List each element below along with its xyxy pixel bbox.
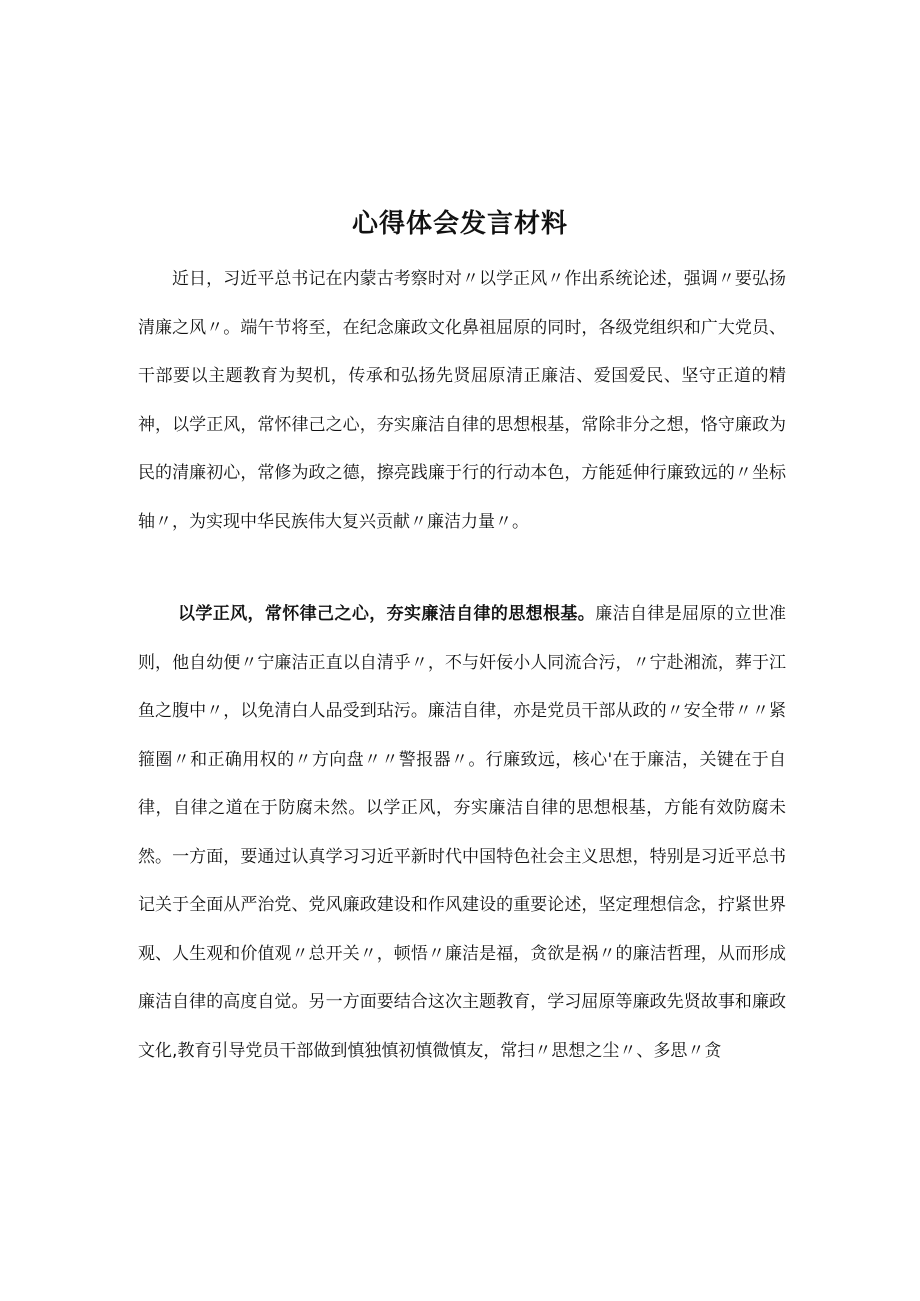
paragraph-2-text: 廉洁自律是屈原的立世准则，他自幼便〃宁廉洁正直以自清乎〃，不与奸佞小人同流合污，〃宁赴湘流，葬于江鱼之腹中〃，以免清白人品受到玷污。廉洁自律，亦是党员干部从政的〃安全带〃〃紧箍圈〃和正确用权的〃方向盘〃〃警报器〃。行廉致远，核心'在于廉洁，关键在于自律，自律之道在于防腐未然。以学正风，夯实廉洁自律的思想根基，方能有效防腐未然。一方面，要通过认真学习习近平新时代中国特色社会主义思想，特别是习近平总书记关于全面从严治党、党风廉政建设和作风建设的重要论述，坚定理想信念，拧紧世界观、人生观和价值观〃总开关〃，顿悟〃廉洁是福，贪欲是祸〃的廉洁哲理，从而形成廉洁自律的高度自觉。另一方面要结合这次主题教育，学习屈原等廉政先贤故事和廉政文化,教育引导党员干部做到慎独慎初慎微慎友，常扫〃思想之尘〃、多思〃贪 <box>138 604 787 1061</box>
paragraph-1-text: 近日，习近平总书记在内蒙古考察时对〃以学正风〃作出系统论述，强调〃要弘扬清廉之风〃。端午节将至，在纪念廉政文化鼻祖屈原的同时，各级党组织和广大党员、干部要以主题教育为契机，传承和弘扬先贤屈原清正廉洁、爱国爱民、坚守正道的精神，以学正风，常怀律己之心，夯实廉洁自律的思想根基，常除非分之想，恪守廉政为民的清廉初心，常修为政之德，擦亮践廉于行的行动本色，方能延伸行廉致远的〃坐标轴〃，为实现中华民族伟大复兴贡献〃廉洁力量〃。 <box>138 269 786 532</box>
document-title: 心得体会发言材料 <box>351 209 568 239</box>
paragraph-1 <box>138 255 786 546</box>
paragraph-2-lead: 以学正风，常怀律己之心，夯实廉洁自律的思想根基。 <box>178 604 596 624</box>
paragraph-2 <box>138 590 786 1075</box>
